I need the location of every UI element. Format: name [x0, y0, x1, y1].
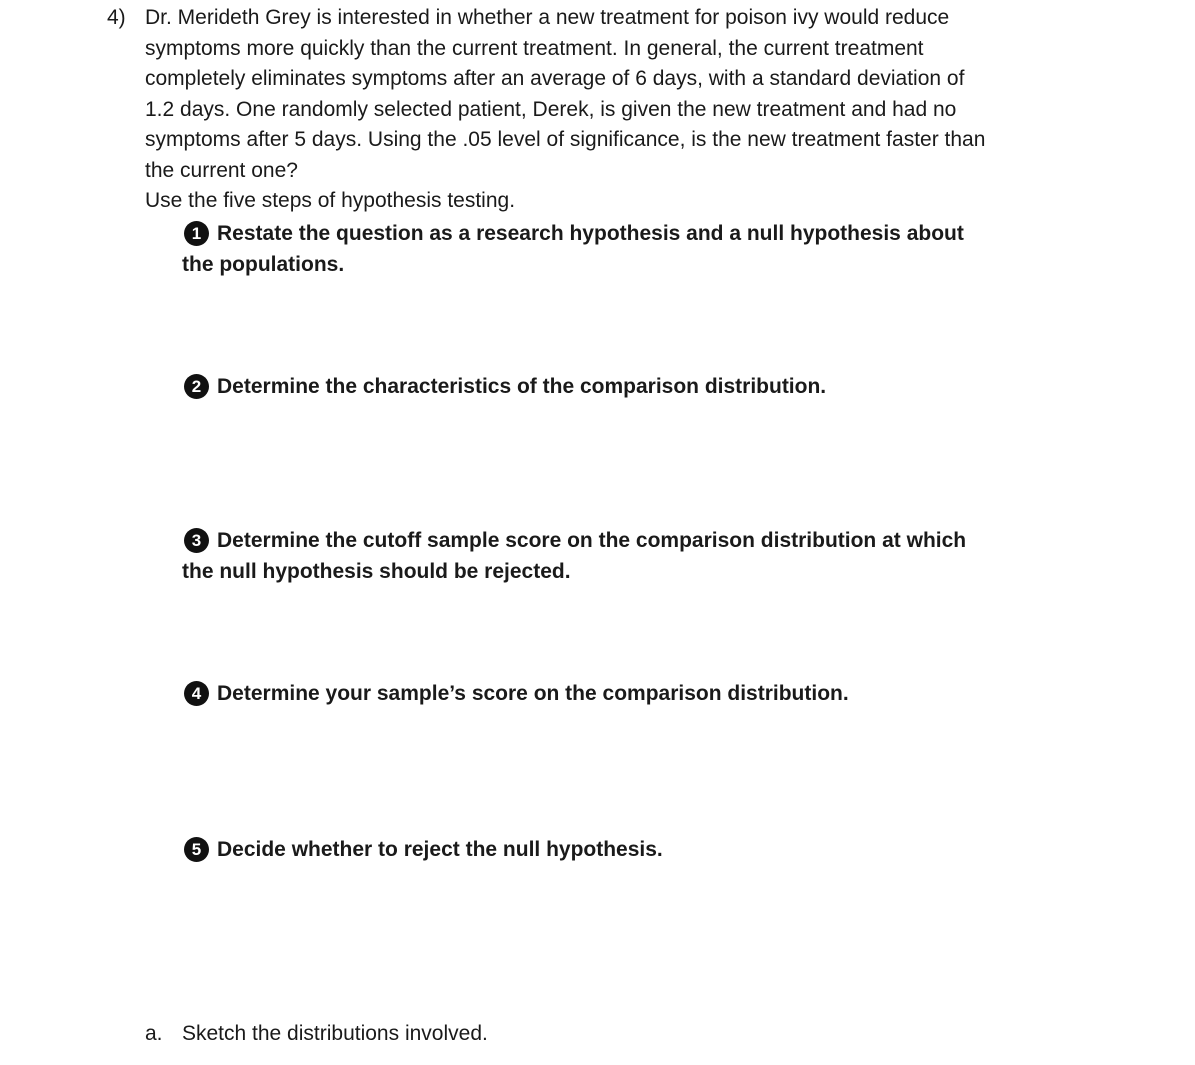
question-text-line: symptoms more quickly than the current treatment. In general, the current treatment — [145, 36, 924, 60]
step-3-line-1 — [182, 525, 1032, 556]
question-body — [145, 3, 1090, 217]
step-3-line-2: the null hypothesis should be rejected. — [182, 560, 571, 583]
step-5-text: Decide whether to reject the null hypothesis. — [217, 838, 663, 861]
step-1-line-1 — [182, 218, 1032, 249]
step-5-number-icon: 5 — [184, 837, 209, 862]
step-4-number-icon: 4 — [184, 681, 209, 706]
step-3-text: Determine the cutoff sample score on the comparison distribution at which — [217, 529, 967, 552]
question-text-line: 1.2 days. One randomly selected patient, Derek, is given the new treatment and had no — [145, 97, 957, 121]
step-2-text: Determine the characteristics of the comparison distribution. — [217, 375, 827, 398]
question-number: 4) — [107, 6, 126, 29]
step-2-line-1 — [182, 371, 1032, 402]
sub-item-a — [145, 1018, 488, 1049]
step-1 — [182, 218, 1032, 280]
step-3 — [182, 525, 1032, 587]
question-text-line: completely eliminates symptoms after an average of 6 days, with a standard deviation of — [145, 67, 965, 90]
sub-item-letter: a. — [145, 1022, 163, 1045]
step-1-number-icon: 1 — [184, 221, 209, 246]
step-2 — [182, 371, 1032, 402]
step-5-line-1 — [182, 834, 1032, 865]
question-instruction: Use the five steps of hypothesis testing. — [145, 189, 516, 212]
step-3-number-icon: 3 — [184, 528, 209, 553]
step-4 — [182, 678, 1032, 709]
sub-item-text: Sketch the distributions involved. — [182, 1022, 488, 1045]
step-2-number-icon: 2 — [184, 374, 209, 399]
step-1-text: Restate the question as a research hypothesis and a null hypothesis about — [217, 222, 964, 245]
question-text-line: symptoms after 5 days. Using the .05 level of significance, is the new treatment faster than — [145, 128, 986, 151]
step-4-text: Determine your sample’s score on the comparison distribution. — [217, 682, 849, 705]
step-4-line-1 — [182, 678, 1032, 709]
step-1-line-2: the populations. — [182, 253, 345, 276]
question-text-line: Dr. Merideth Grey is interested in whether a new treatment for poison ivy would reduce — [145, 6, 950, 29]
question-text-line: the current one? — [145, 158, 298, 182]
step-5 — [182, 834, 1032, 865]
